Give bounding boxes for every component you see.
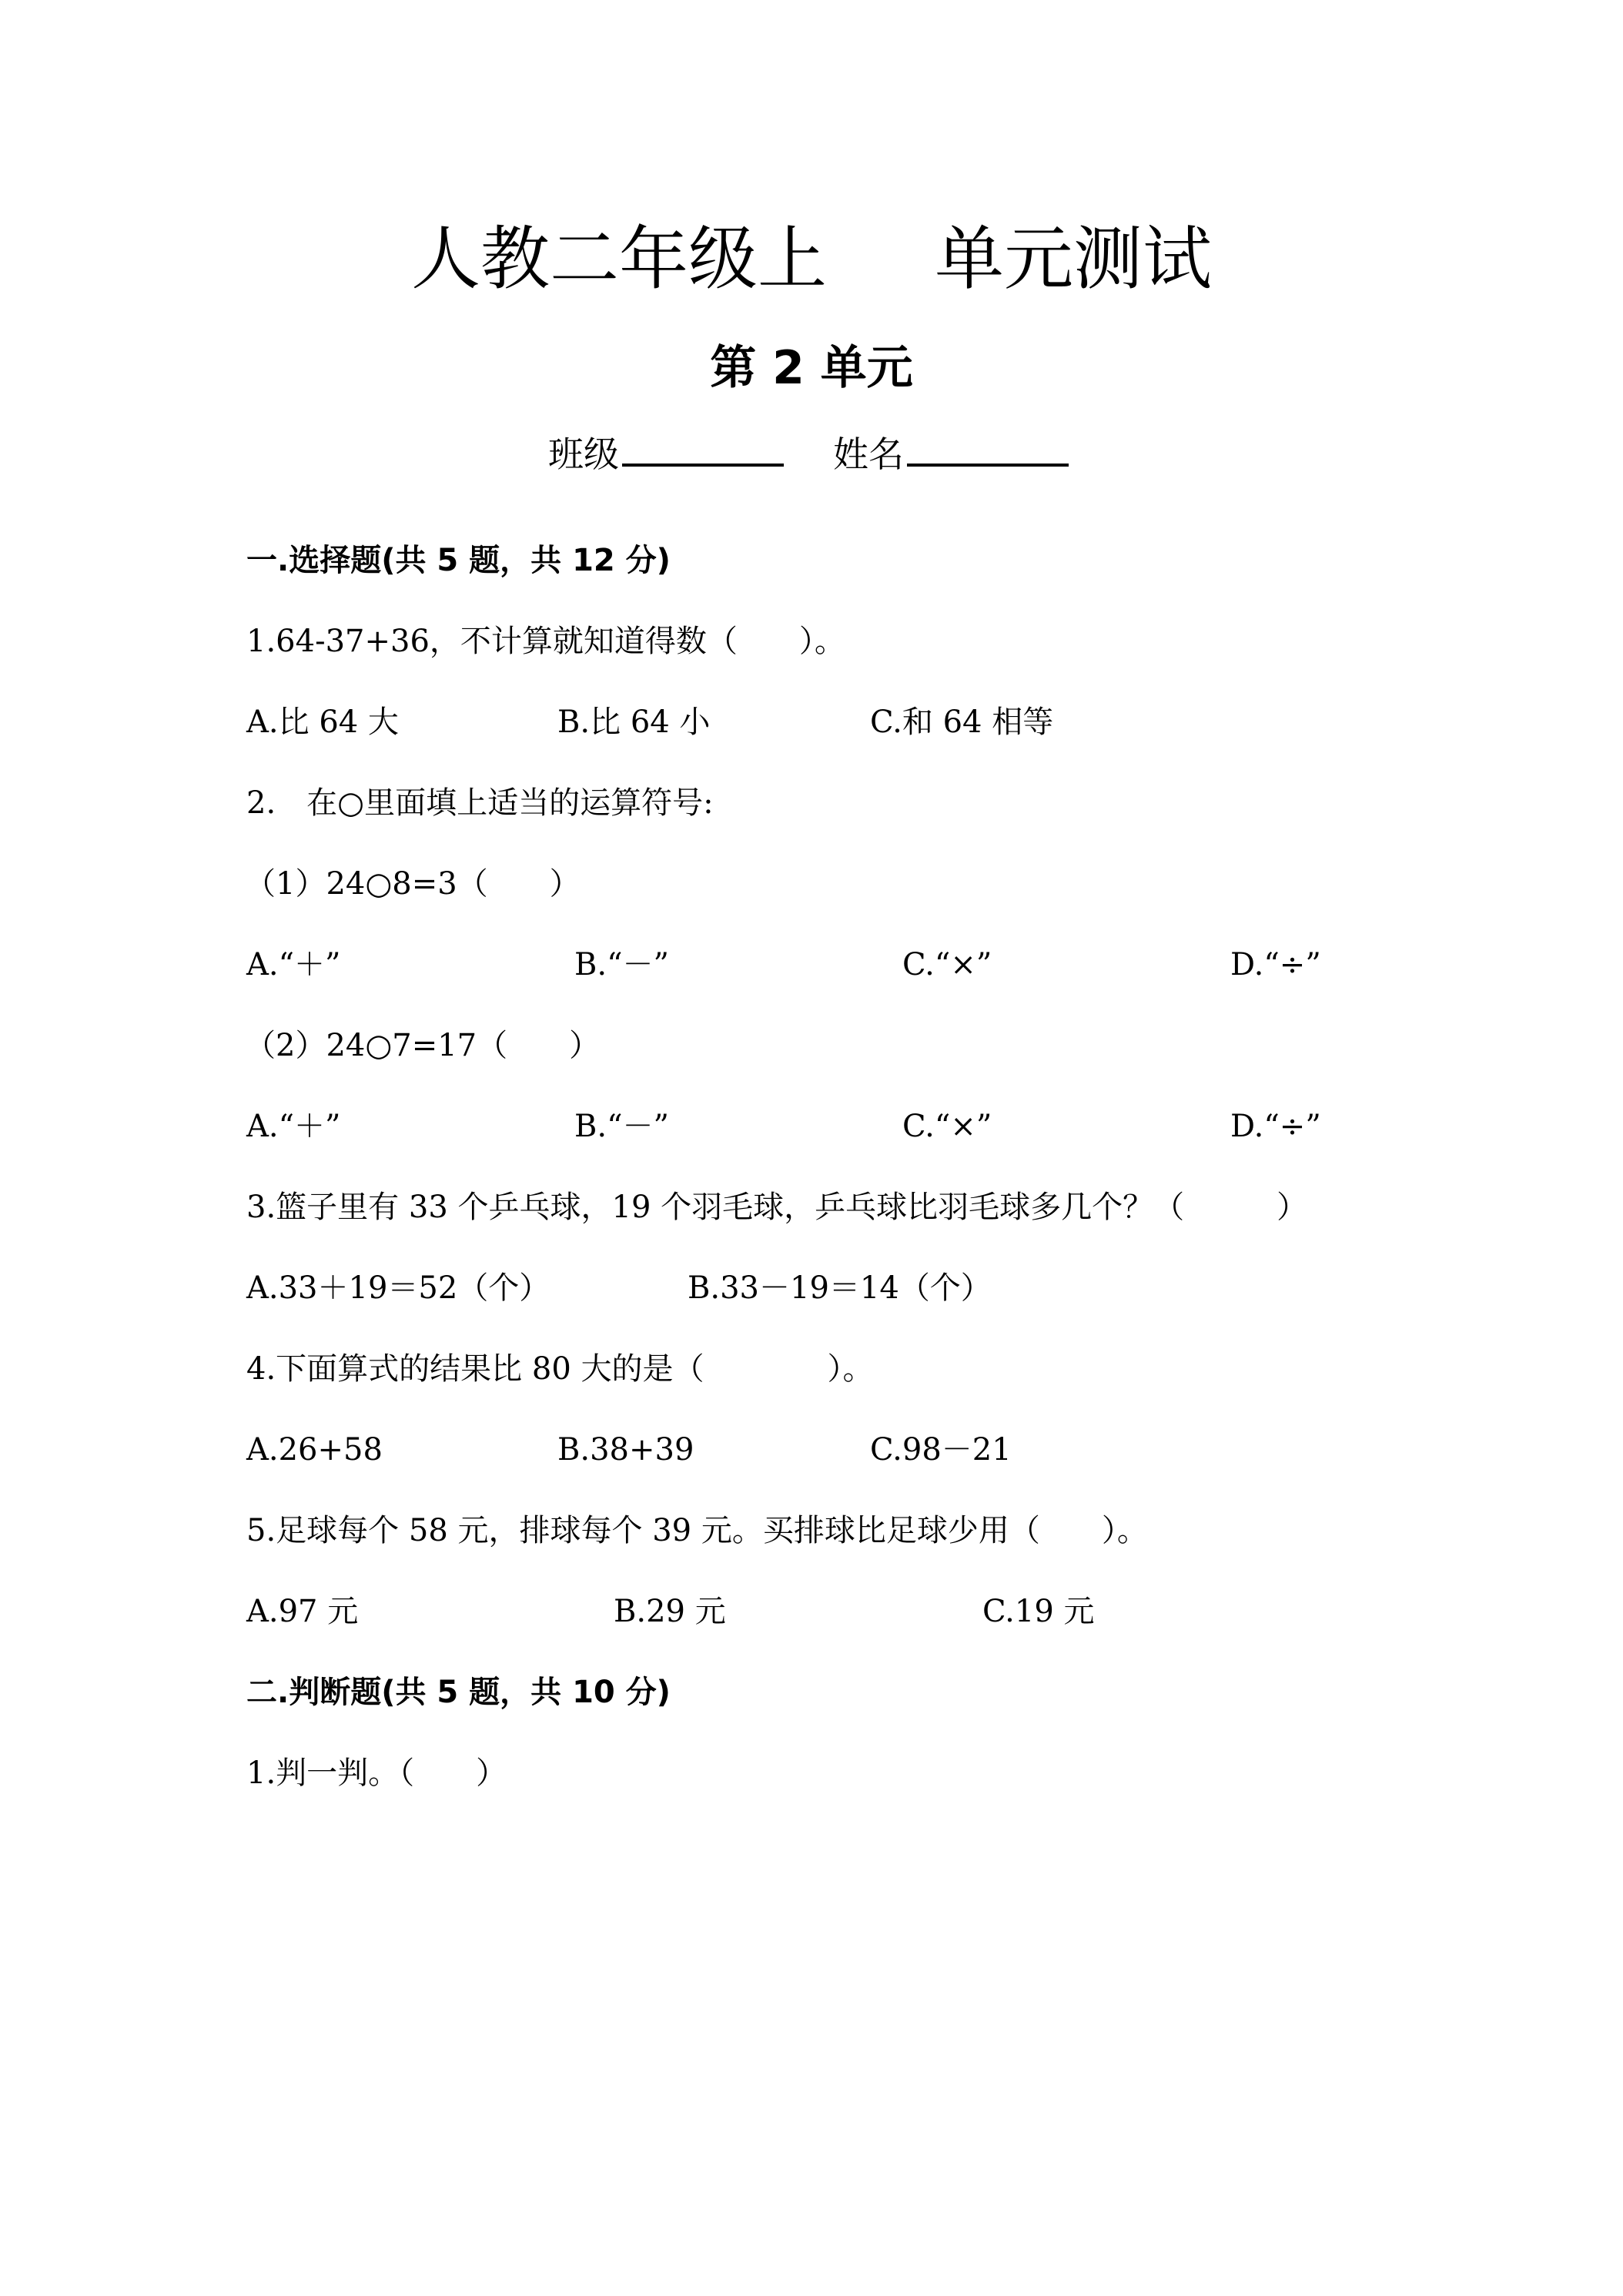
question-3-stem: 3.篮子里有 33 个乒乓球，19 个羽毛球，乒乓球比羽毛球多几个？（ ）: [246, 1190, 1308, 1225]
q2-1-option-d[interactable]: D.“÷”: [1230, 947, 1321, 982]
q1-option-a[interactable]: A.比 64 大: [246, 705, 399, 740]
q3-option-b[interactable]: B.33－19＝14（个）: [688, 1270, 992, 1306]
question-2-stem: 2. 在○里面填上适当的运算符号:: [246, 785, 714, 821]
name-label: 姓名: [833, 433, 904, 475]
q2-2-option-a[interactable]: A.“＋”: [246, 1109, 341, 1144]
q2-2-option-d[interactable]: D.“÷”: [1230, 1109, 1321, 1144]
page-title: [0, 217, 1623, 302]
name-field: [833, 428, 1069, 477]
title-right: 单元测试: [935, 219, 1212, 300]
q2-1-option-b[interactable]: B.“－”: [574, 947, 670, 982]
question-1-stem: 1.64-37+36，不计算就知道得数（ ）。: [246, 624, 845, 659]
q4-option-a[interactable]: A.26+58: [246, 1432, 383, 1468]
q5-option-c[interactable]: C.19 元: [982, 1594, 1095, 1629]
title-left: 人教二年级上: [411, 219, 827, 300]
section-heading-choice: 一.选择题(共 5 题，共 12 分): [246, 543, 671, 578]
question-5-stem: 5.足球每个 58 元，排球每个 39 元。买排球比足球少用（ ）。: [246, 1513, 1148, 1548]
q5-option-b[interactable]: B.29 元: [614, 1594, 726, 1629]
q1-option-c[interactable]: C.和 64 相等: [870, 705, 1054, 740]
judgement-question-1-stem: 1.判一判。（ ）: [246, 1755, 507, 1791]
unit-subtitle: 第 2 单元: [710, 341, 913, 395]
section-heading-judgement: 二.判断题(共 5 题，共 10 分): [246, 1675, 671, 1710]
q2-2-option-c[interactable]: C.“×”: [902, 1109, 992, 1144]
class-field: [548, 428, 784, 477]
q3-option-a[interactable]: A.33＋19＝52（个）: [246, 1270, 550, 1306]
q5-option-a[interactable]: A.97 元: [246, 1594, 359, 1629]
q1-option-b[interactable]: B.比 64 小: [557, 705, 711, 740]
q4-option-b[interactable]: B.38+39: [557, 1432, 694, 1468]
name-blank[interactable]: [907, 428, 1069, 467]
question-4-stem: 4.下面算式的结果比 80 大的是（ ）。: [246, 1351, 874, 1387]
q2-1-option-a[interactable]: A.“＋”: [246, 947, 341, 982]
class-blank[interactable]: [622, 428, 784, 467]
q4-option-c[interactable]: C.98－21: [870, 1432, 1012, 1468]
q2-1-option-c[interactable]: C.“×”: [902, 947, 992, 982]
class-label: 班级: [548, 433, 619, 475]
question-2-sub2-stem: （2）24○7=17（ ）: [245, 1028, 601, 1063]
q2-2-option-b[interactable]: B.“－”: [574, 1109, 670, 1144]
question-2-sub1-stem: （1）24○8=3（ ）: [245, 866, 581, 902]
